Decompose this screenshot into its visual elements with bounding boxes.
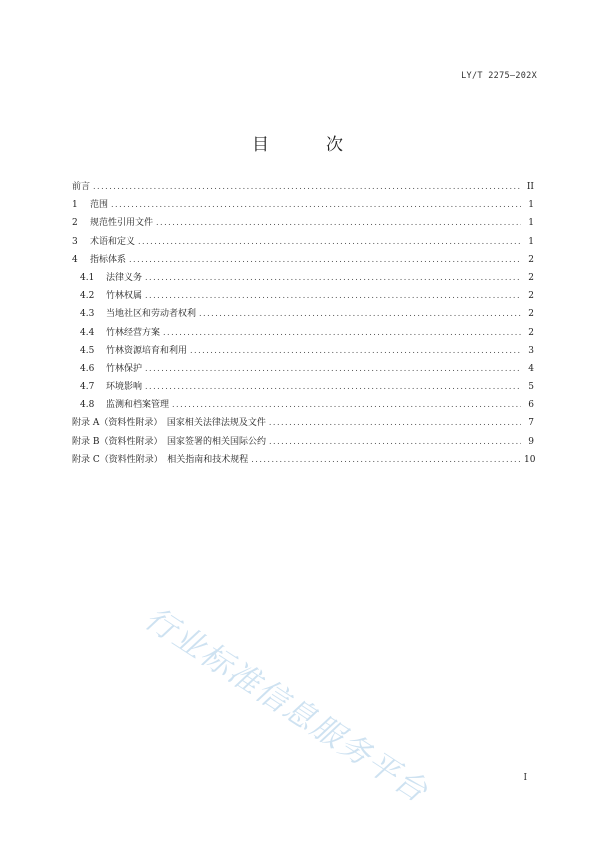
toc-entry-page: 2 [528,272,534,283]
standard-code: LY/T 2275—202X [461,71,537,81]
toc-entry[interactable] [72,214,534,232]
toc-entry-label: 竹林经营方案 [106,327,161,338]
toc-entry-label: 竹林资源培育和利用 [106,345,188,356]
toc-entry-page: 2 [528,327,534,338]
toc-entry-number: 4.5 [80,345,95,356]
toc-entry-page: 6 [528,400,534,411]
toc-entry[interactable] [72,396,534,414]
toc-entry-label: 监测和档案管理 [106,400,170,411]
toc-entry-page: 2 [528,309,534,320]
toc-entry-label: 当地社区和劳动者权利 [106,309,197,320]
toc-entry-page: 2 [528,291,534,302]
toc-entry-page: II [526,182,534,192]
toc-entry[interactable] [72,324,534,342]
toc-entry-label: 术语和定义 [90,236,136,247]
toc-entry[interactable] [72,433,534,451]
toc-entry[interactable] [72,196,534,214]
toc-entry-number: 3 [72,236,78,247]
toc-entry-label: 法律义务 [106,272,143,283]
toc-entry-label: 附录 A（资料性附录） 国家相关法律法规及文件 [72,418,266,429]
toc-dot-leader [172,396,521,414]
toc-entry-page: 2 [528,254,534,265]
toc-entry[interactable] [72,269,534,287]
toc-dot-leader [269,433,521,451]
watermark-text: 行业标准信息服务平台 [138,600,435,811]
toc-entry-page: 10 [524,454,536,465]
toc-dot-leader [111,196,521,214]
toc-entry-page: 7 [528,418,534,429]
toc-dot-leader [93,178,521,196]
toc-dot-leader [199,305,521,323]
toc-entry-page: 1 [528,236,534,247]
toc-entry-number: 4.4 [80,327,95,338]
toc-entry[interactable] [72,342,534,360]
toc-entry-label: 范围 [90,200,109,211]
toc-entry[interactable] [72,287,534,305]
toc-entry-page: 3 [528,345,534,356]
toc-entry-label: 竹林权属 [106,291,143,302]
page-title: 目 次 [252,135,363,155]
toc-dot-leader [138,233,521,251]
toc-entry-label: 规范性引用文件 [90,218,154,229]
toc-dot-leader [163,324,521,342]
toc-dot-leader [129,251,521,269]
toc-entry-label: 附录 C（资料性附录） 相关指南和技术规程 [72,454,249,465]
toc-entry-number: 2 [72,218,78,229]
toc-entry[interactable] [72,378,534,396]
toc-entry-page: 1 [528,200,534,211]
toc-entry-number: 4.8 [80,400,95,411]
toc-entry-number: 4.3 [80,309,95,320]
toc-entry[interactable] [72,414,534,432]
toc-entry-label: 附录 B（资料性附录） 国家签署的相关国际公约 [72,436,266,447]
toc-entry-label: 竹林保护 [106,363,143,374]
toc-entry-number: 4.2 [80,291,95,302]
toc-entry[interactable] [72,305,534,323]
toc-entry-number: 4.6 [80,363,95,374]
toc-dot-leader [145,378,521,396]
toc-entry-label: 指标体系 [90,254,127,265]
toc-entry[interactable] [72,451,534,469]
toc-entry[interactable] [72,178,534,196]
toc-dot-leader [145,287,521,305]
toc-entry-page: 5 [528,382,534,393]
toc-dot-leader [269,414,521,432]
toc-entry[interactable] [72,251,534,269]
toc-entry-page: 4 [528,363,534,374]
toc-entry-number: 4 [72,254,78,265]
toc-dot-leader [145,269,521,287]
toc-entry-label: 前言 [72,182,91,192]
toc-dot-leader [156,214,521,232]
toc-dot-leader [251,451,521,469]
toc-entry[interactable] [72,360,534,378]
toc-dot-leader [190,342,521,360]
toc-dot-leader [145,360,521,378]
page-number: I [523,773,527,783]
toc-entry-page: 9 [528,436,534,447]
toc-entry-number: 4.7 [80,382,95,393]
table-of-contents [72,178,534,469]
toc-entry-label: 环境影响 [106,382,143,393]
toc-entry-number: 4.1 [80,272,95,283]
toc-entry[interactable] [72,233,534,251]
toc-entry-page: 1 [528,218,534,229]
toc-entry-number: 1 [72,200,78,211]
